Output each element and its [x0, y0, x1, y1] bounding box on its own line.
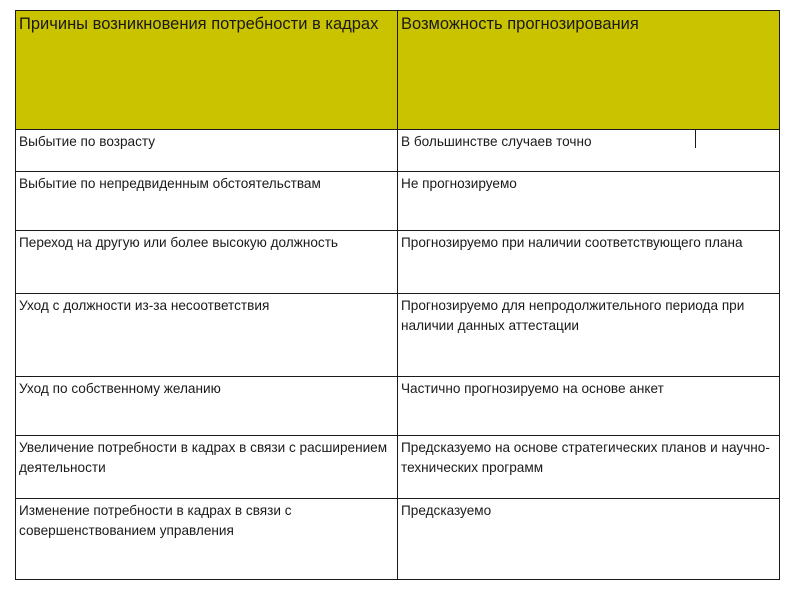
- table-row: [16, 436, 780, 499]
- table-row: [16, 130, 780, 172]
- forecast-cell: Частично прогнозируемо на основе анкет: [398, 377, 780, 436]
- forecast-cell: Прогнозируемо при наличии соответствующего плана: [398, 231, 780, 294]
- cause-cell: Переход на другую или более высокую должность: [16, 231, 398, 294]
- cause-cell: Уход по собственному желанию: [16, 377, 398, 436]
- forecast-cell: В большинстве случаев точно: [398, 130, 780, 172]
- header-causes: Причины возникновения потребности в кадрах: [16, 11, 398, 130]
- header-forecast: Возможность прогнозирования: [398, 11, 780, 130]
- table-row: [16, 231, 780, 294]
- forecast-table: [15, 10, 780, 580]
- forecast-cell: Не прогнозируемо: [398, 172, 780, 231]
- header-row: [16, 11, 780, 130]
- cause-cell: Выбытие по возрасту: [16, 130, 398, 172]
- cause-cell: Уход с должности из-за несоответствия: [16, 294, 398, 377]
- cause-cell: Выбытие по непредвиденным обстоятельствам: [16, 172, 398, 231]
- cause-cell: Увеличение потребности в кадрах в связи с расширением деятельности: [16, 436, 398, 499]
- forecast-cell: Прогнозируемо для непродолжительного периода при наличии данных аттестации: [398, 294, 780, 377]
- text-cursor-mark: [695, 130, 696, 148]
- forecast-cell: Предсказуемо на основе стратегических планов и научно-технических программ: [398, 436, 780, 499]
- forecast-cell: Предсказуемо: [398, 499, 780, 580]
- table-row: [16, 377, 780, 436]
- table-row: [16, 294, 780, 377]
- table-row: [16, 172, 780, 231]
- table-row: [16, 499, 780, 580]
- cause-cell: Изменение потребности в кадрах в связи с совершенствованием управления: [16, 499, 398, 580]
